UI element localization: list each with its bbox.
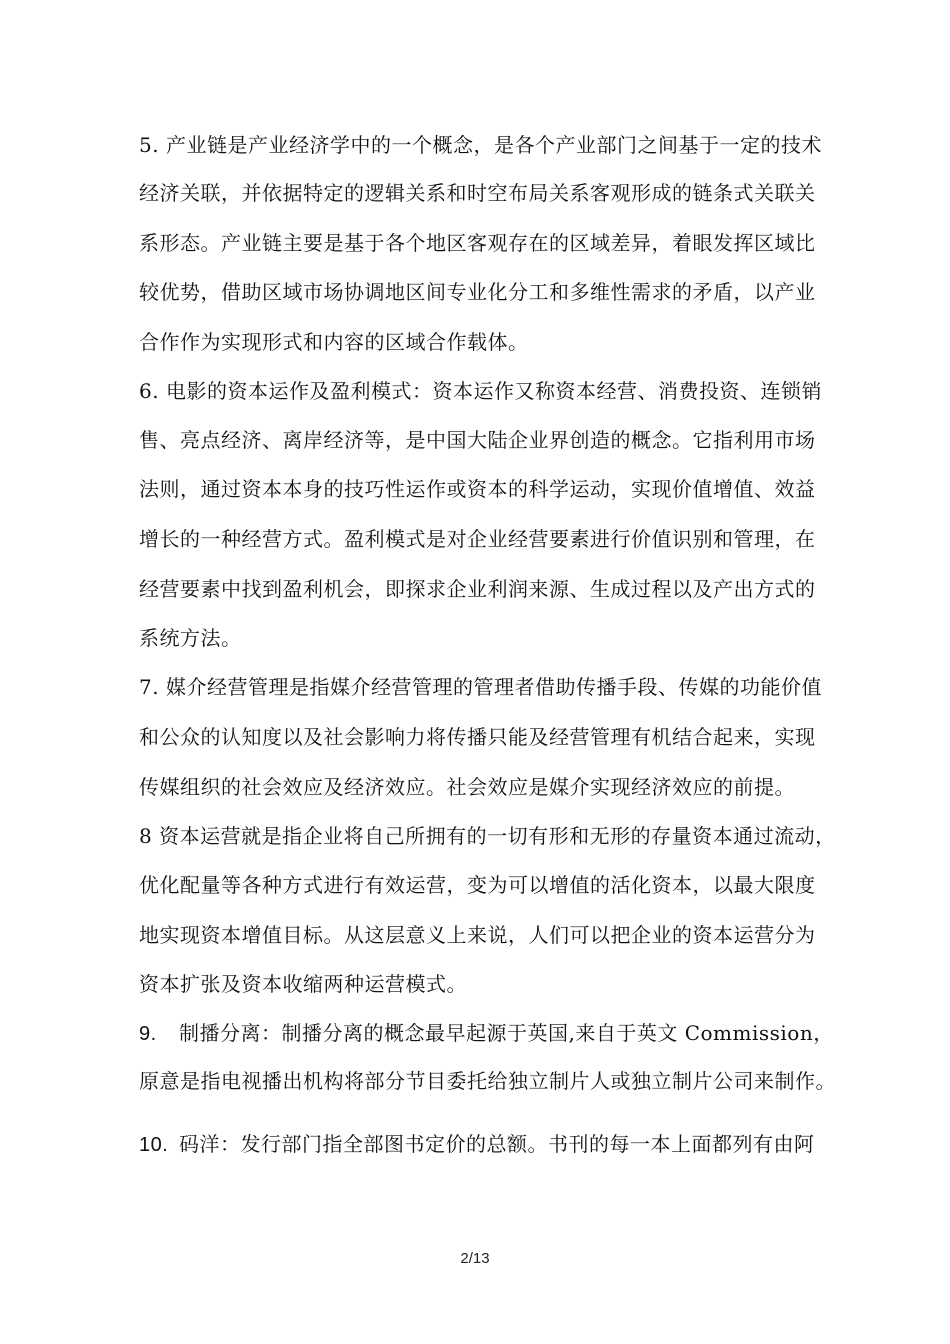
paragraph-9-number: 9. [139, 1023, 157, 1045]
paragraph-9-line-1 [139, 1021, 834, 1046]
paragraph-5-line-4: 较优势，借助区域市场协调地区间专业化分工和多维性需求的矛盾，以产业 [139, 280, 816, 304]
paragraph-5-line-2: 经济关联，并依据特定的逻辑关系和时空布局关系客观形成的链条式关联关 [139, 181, 816, 205]
paragraph-10-line-1 [139, 1132, 815, 1157]
paragraph-8-line-4: 资本扩张及资本收缩两种运营模式。 [139, 972, 467, 996]
paragraph-7-line-3: 传媒组织的社会效应及经济效应。社会效应是媒介实现经济效应的前提。 [139, 775, 795, 799]
page-number: 2/13 [460, 1250, 490, 1267]
paragraph-7-line-1: 7. 媒介经营管理是指媒介经营管理的管理者借助传播手段、传媒的功能价值 [139, 675, 822, 699]
paragraph-6-line-2: 售、亮点经济、离岸经济等，是中国大陆企业界创造的概念。它指利用市场 [139, 428, 816, 452]
paragraph-5-line-1: 5. 产业链是产业经济学中的一个概念，是各个产业部门之间基于一定的技术 [139, 133, 822, 157]
paragraph-5-line-5: 合作作为实现形式和内容的区域合作载体。 [139, 330, 529, 354]
paragraph-8-line-2: 优化配量等各种方式进行有效运营，变为可以增值的活化资本，以最大限度 [139, 873, 816, 897]
paragraph-6-line-1: 6. 电影的资本运作及盈利模式：资本运作又称资本经营、消费投资、连锁销 [139, 379, 822, 403]
paragraph-6-line-3: 法则，通过资本本身的技巧性运作或资本的科学运动，实现价值增值、效益 [139, 477, 816, 501]
paragraph-6-line-5: 经营要素中找到盈利机会，即探求企业利润来源、生成过程以及产出方式的 [139, 577, 816, 601]
paragraph-10-number: 10. [139, 1134, 169, 1156]
paragraph-6-line-4: 增长的一种经营方式。盈利模式是对企业经营要素进行价值识别和管理，在 [139, 527, 816, 551]
paragraph-6-line-6: 系统方法。 [139, 626, 242, 650]
paragraph-9-text: 制播分离：制播分离的概念最早起源于英国,来自于英文 Commission， [179, 1021, 834, 1045]
paragraph-8-line-3: 地实现资本增值目标。从这层意义上来说，人们可以把企业的资本运营分为 [139, 923, 816, 947]
paragraph-8-line-1: 8 资本运营就是指企业将自己所拥有的一切有形和无形的存量资本通过流动， [139, 824, 836, 848]
paragraph-9-line-2: 原意是指电视播出机构将部分节目委托给独立制片人或独立制片公司来制作。 [139, 1069, 836, 1093]
paragraph-7-line-2: 和公众的认知度以及社会影响力将传播只能及经营管理有机结合起来，实现 [139, 725, 816, 749]
paragraph-10-text: 码洋：发行部门指全部图书定价的总额。书刊的每一本上面都列有由阿 [179, 1132, 815, 1156]
paragraph-5-line-3: 系形态。产业链主要是基于各个地区客观存在的区域差异，着眼发挥区域比 [139, 231, 816, 255]
